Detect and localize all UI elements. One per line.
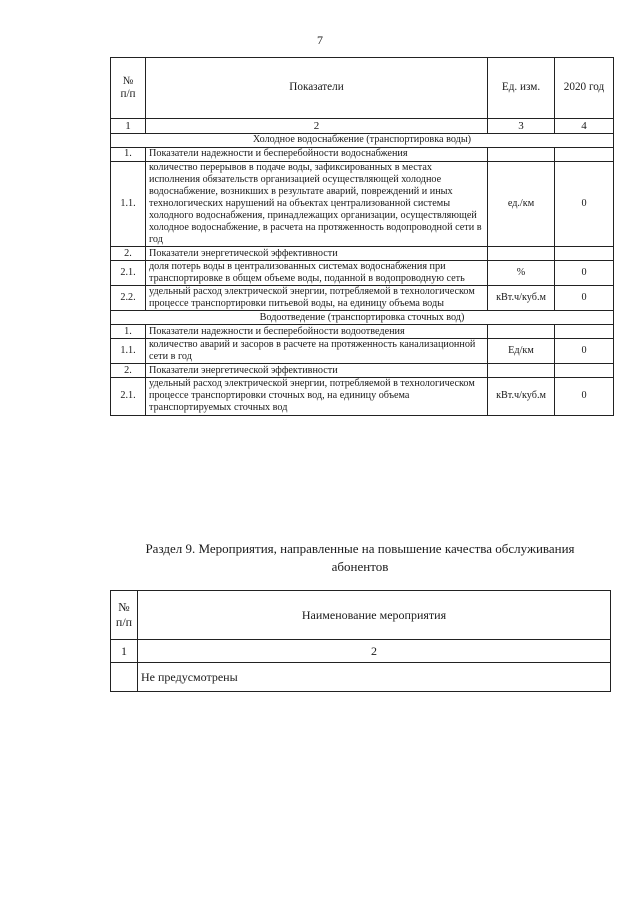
indicator-text: удельный расход электрической энергии, потребляемой в технологическом процессе транспортировки сточных вод, на единицу объема транспортируемых сточных вод [146, 378, 488, 415]
group-row [111, 325, 614, 339]
column-numbers-row [111, 119, 614, 134]
table-row [111, 162, 614, 247]
table-header-row [111, 591, 611, 640]
indicator-text: количество перерывов в подаче воды, зафиксированных в местах исполнения обязательств организацией осуществляющей холодное водоснабжение, возникших в результате аварий, повреждений и иных технологических нарушений на объектах централизованной системы холодного водоснабжения, принадлежащих организации, осуществляющей холодное водоснабжение, в расчета на протяженность водопроводной сети в год [146, 162, 488, 247]
value-cell: 0 [555, 339, 614, 364]
row-number: 1.1. [111, 162, 146, 247]
measures-table [110, 590, 611, 692]
value-cell: 0 [555, 378, 614, 415]
section-row-cold-water [111, 134, 614, 148]
unit-cell: ед./км [488, 162, 555, 247]
group-label: Показатели надежности и бесперебойности водоснабжения [146, 148, 488, 162]
section-9-title: Раздел 9. Мероприятия, направленные на повышение качества обслуживания абонентов [145, 541, 575, 574]
group-label: Показатели энергетической эффективности [146, 247, 488, 261]
unit-cell: кВт.ч/куб.м [488, 286, 555, 311]
unit-cell: Ед/км [488, 339, 555, 364]
column-number: 1 [111, 119, 146, 134]
table-row [111, 261, 614, 286]
section-row-wastewater [111, 311, 614, 325]
indicator-text: удельный расход электрической энергии, потребляемой в технологическом процессе транспортировки питьевой воды, на единицу объема воды [146, 286, 488, 311]
column-number: 3 [488, 119, 555, 134]
table-header-row [111, 58, 614, 119]
page-number: 7 [317, 33, 323, 47]
group-row [111, 148, 614, 162]
table-row [111, 663, 611, 692]
empty-cell [555, 148, 614, 162]
group-row [111, 364, 614, 378]
value-cell: 0 [555, 162, 614, 247]
indicator-text: доля потерь воды в централизованных системах водоснабжения при транспортировке в общем объеме воды, поданной в водопроводную сеть [146, 261, 488, 286]
group-label: Показатели энергетической эффективности [146, 364, 488, 378]
row-number: 2.1. [111, 378, 146, 415]
row-number: 1. [111, 325, 146, 339]
empty-cell [555, 247, 614, 261]
column-number: 4 [555, 119, 614, 134]
column-number: 2 [146, 119, 488, 134]
header-unit: Ед. изм. [488, 58, 555, 119]
empty-cell [488, 247, 555, 261]
row-number: 2. [111, 364, 146, 378]
column-number: 1 [111, 640, 138, 663]
empty-cell [488, 148, 555, 162]
table-row [111, 286, 614, 311]
group-row [111, 247, 614, 261]
empty-cell [555, 325, 614, 339]
column-numbers-row [111, 640, 611, 663]
value-cell: 0 [555, 261, 614, 286]
row-number [111, 663, 138, 692]
header-indicators: Показатели [146, 58, 488, 119]
empty-cell [488, 325, 555, 339]
section-title: Холодное водоснабжение (транспортировка воды) [111, 134, 614, 148]
indicator-text: количество аварий и засоров в расчете на протяженность канализационной сети в год [146, 339, 488, 364]
measure-text: Не предусмотрены [138, 663, 611, 692]
group-label: Показатели надежности и бесперебойности водоотведения [146, 325, 488, 339]
table-row [111, 339, 614, 364]
header-num: № п/п [111, 591, 138, 640]
row-number: 2. [111, 247, 146, 261]
row-number: 1. [111, 148, 146, 162]
indicators-table [110, 57, 614, 416]
section-title: Водоотведение (транспортировка сточных вод) [111, 311, 614, 325]
empty-cell [488, 364, 555, 378]
header-num: № п/п [111, 58, 146, 119]
column-number: 2 [138, 640, 611, 663]
header-measure-name: Наименование мероприятия [138, 591, 611, 640]
table-row [111, 378, 614, 415]
header-year: 2020 год [555, 58, 614, 119]
row-number: 1.1. [111, 339, 146, 364]
empty-cell [555, 364, 614, 378]
row-number: 2.2. [111, 286, 146, 311]
unit-cell: кВт.ч/куб.м [488, 378, 555, 415]
value-cell: 0 [555, 286, 614, 311]
unit-cell: % [488, 261, 555, 286]
row-number: 2.1. [111, 261, 146, 286]
